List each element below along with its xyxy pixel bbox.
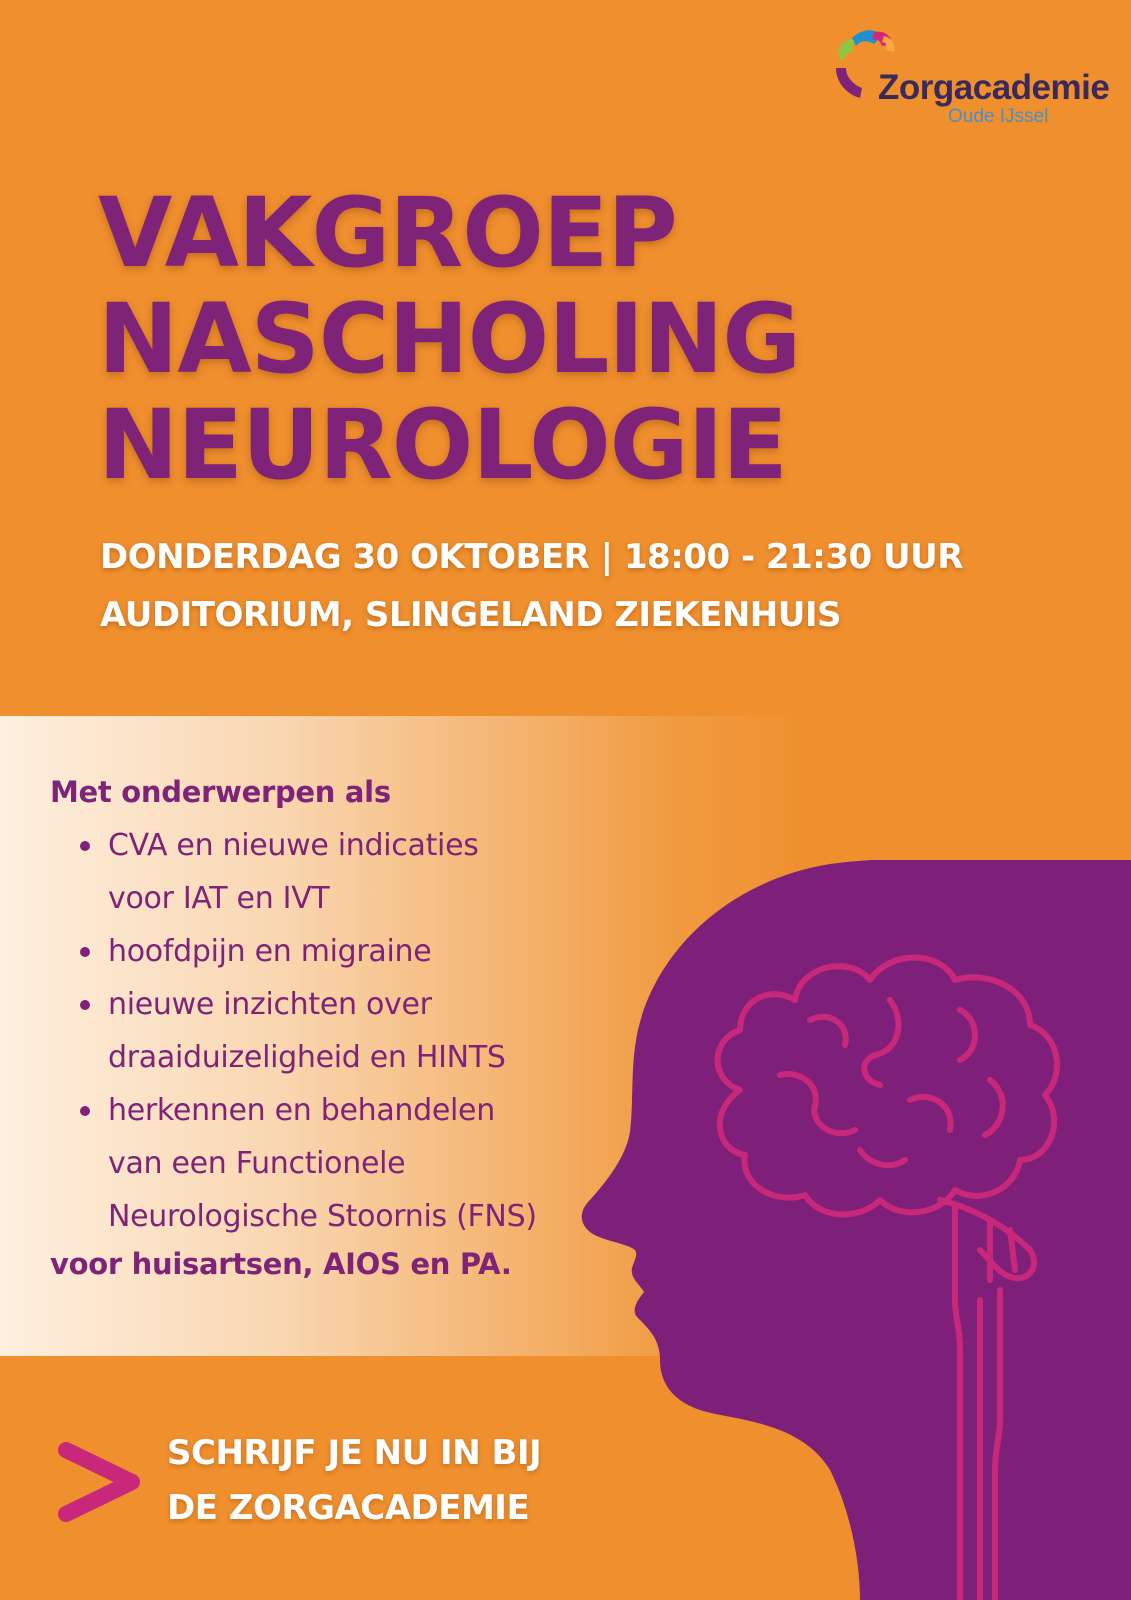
logo-subtitle: Oude IJssel (948, 106, 1049, 127)
event-datetime: DONDERDAG 30 OKTOBER | 18:00 - 21:30 UUR (100, 537, 963, 577)
topics-section (50, 775, 610, 1281)
head-brain-icon (560, 860, 1131, 1600)
bullet-icon (80, 947, 90, 957)
poster-title (98, 177, 801, 501)
topics-heading: Met onderwerpen als (50, 775, 391, 809)
topic-text: draaiduizeligheid en HINTS (108, 1040, 506, 1075)
topic-text: van een Functionele (108, 1146, 406, 1181)
topic-text: voor IAT en IVT (108, 881, 330, 916)
bullet-icon (80, 1106, 90, 1116)
event-location: AUDITORIUM, SLINGELAND ZIEKENHUIS (100, 595, 842, 635)
chevron-right-icon (58, 1442, 142, 1522)
audience-text: voor huisartsen, AIOS en PA. (50, 1247, 512, 1281)
cta-line-1: SCHRIJF JE NU IN BIJ (167, 1433, 542, 1473)
title-line-1: VAKGROEP (98, 177, 677, 289)
list-item (50, 978, 610, 1084)
signup-cta[interactable] (167, 1426, 541, 1536)
topic-text: CVA en nieuwe indicaties (108, 828, 479, 863)
topics-list (50, 819, 610, 1243)
title-line-3: NEUROLOGIE (98, 389, 787, 501)
cta-line-2: DE ZORGACADEMIE (167, 1488, 530, 1528)
logo-name: Zorgacademie (878, 68, 1110, 107)
list-item (50, 819, 610, 925)
bullet-icon (80, 1000, 90, 1010)
event-info (100, 528, 963, 644)
topic-text: hoofdpijn en migraine (108, 934, 432, 969)
title-line-2: NASCHOLING (98, 283, 801, 395)
list-item (50, 925, 610, 978)
topic-text: Neurologische Stoornis (FNS) (108, 1199, 537, 1234)
topic-text: herkennen en behandelen (108, 1093, 495, 1128)
list-item (50, 1084, 610, 1243)
bullet-icon (80, 841, 90, 851)
topic-text: nieuwe inzichten over (108, 987, 432, 1022)
zorgacademie-logo[interactable] (830, 28, 1110, 128)
